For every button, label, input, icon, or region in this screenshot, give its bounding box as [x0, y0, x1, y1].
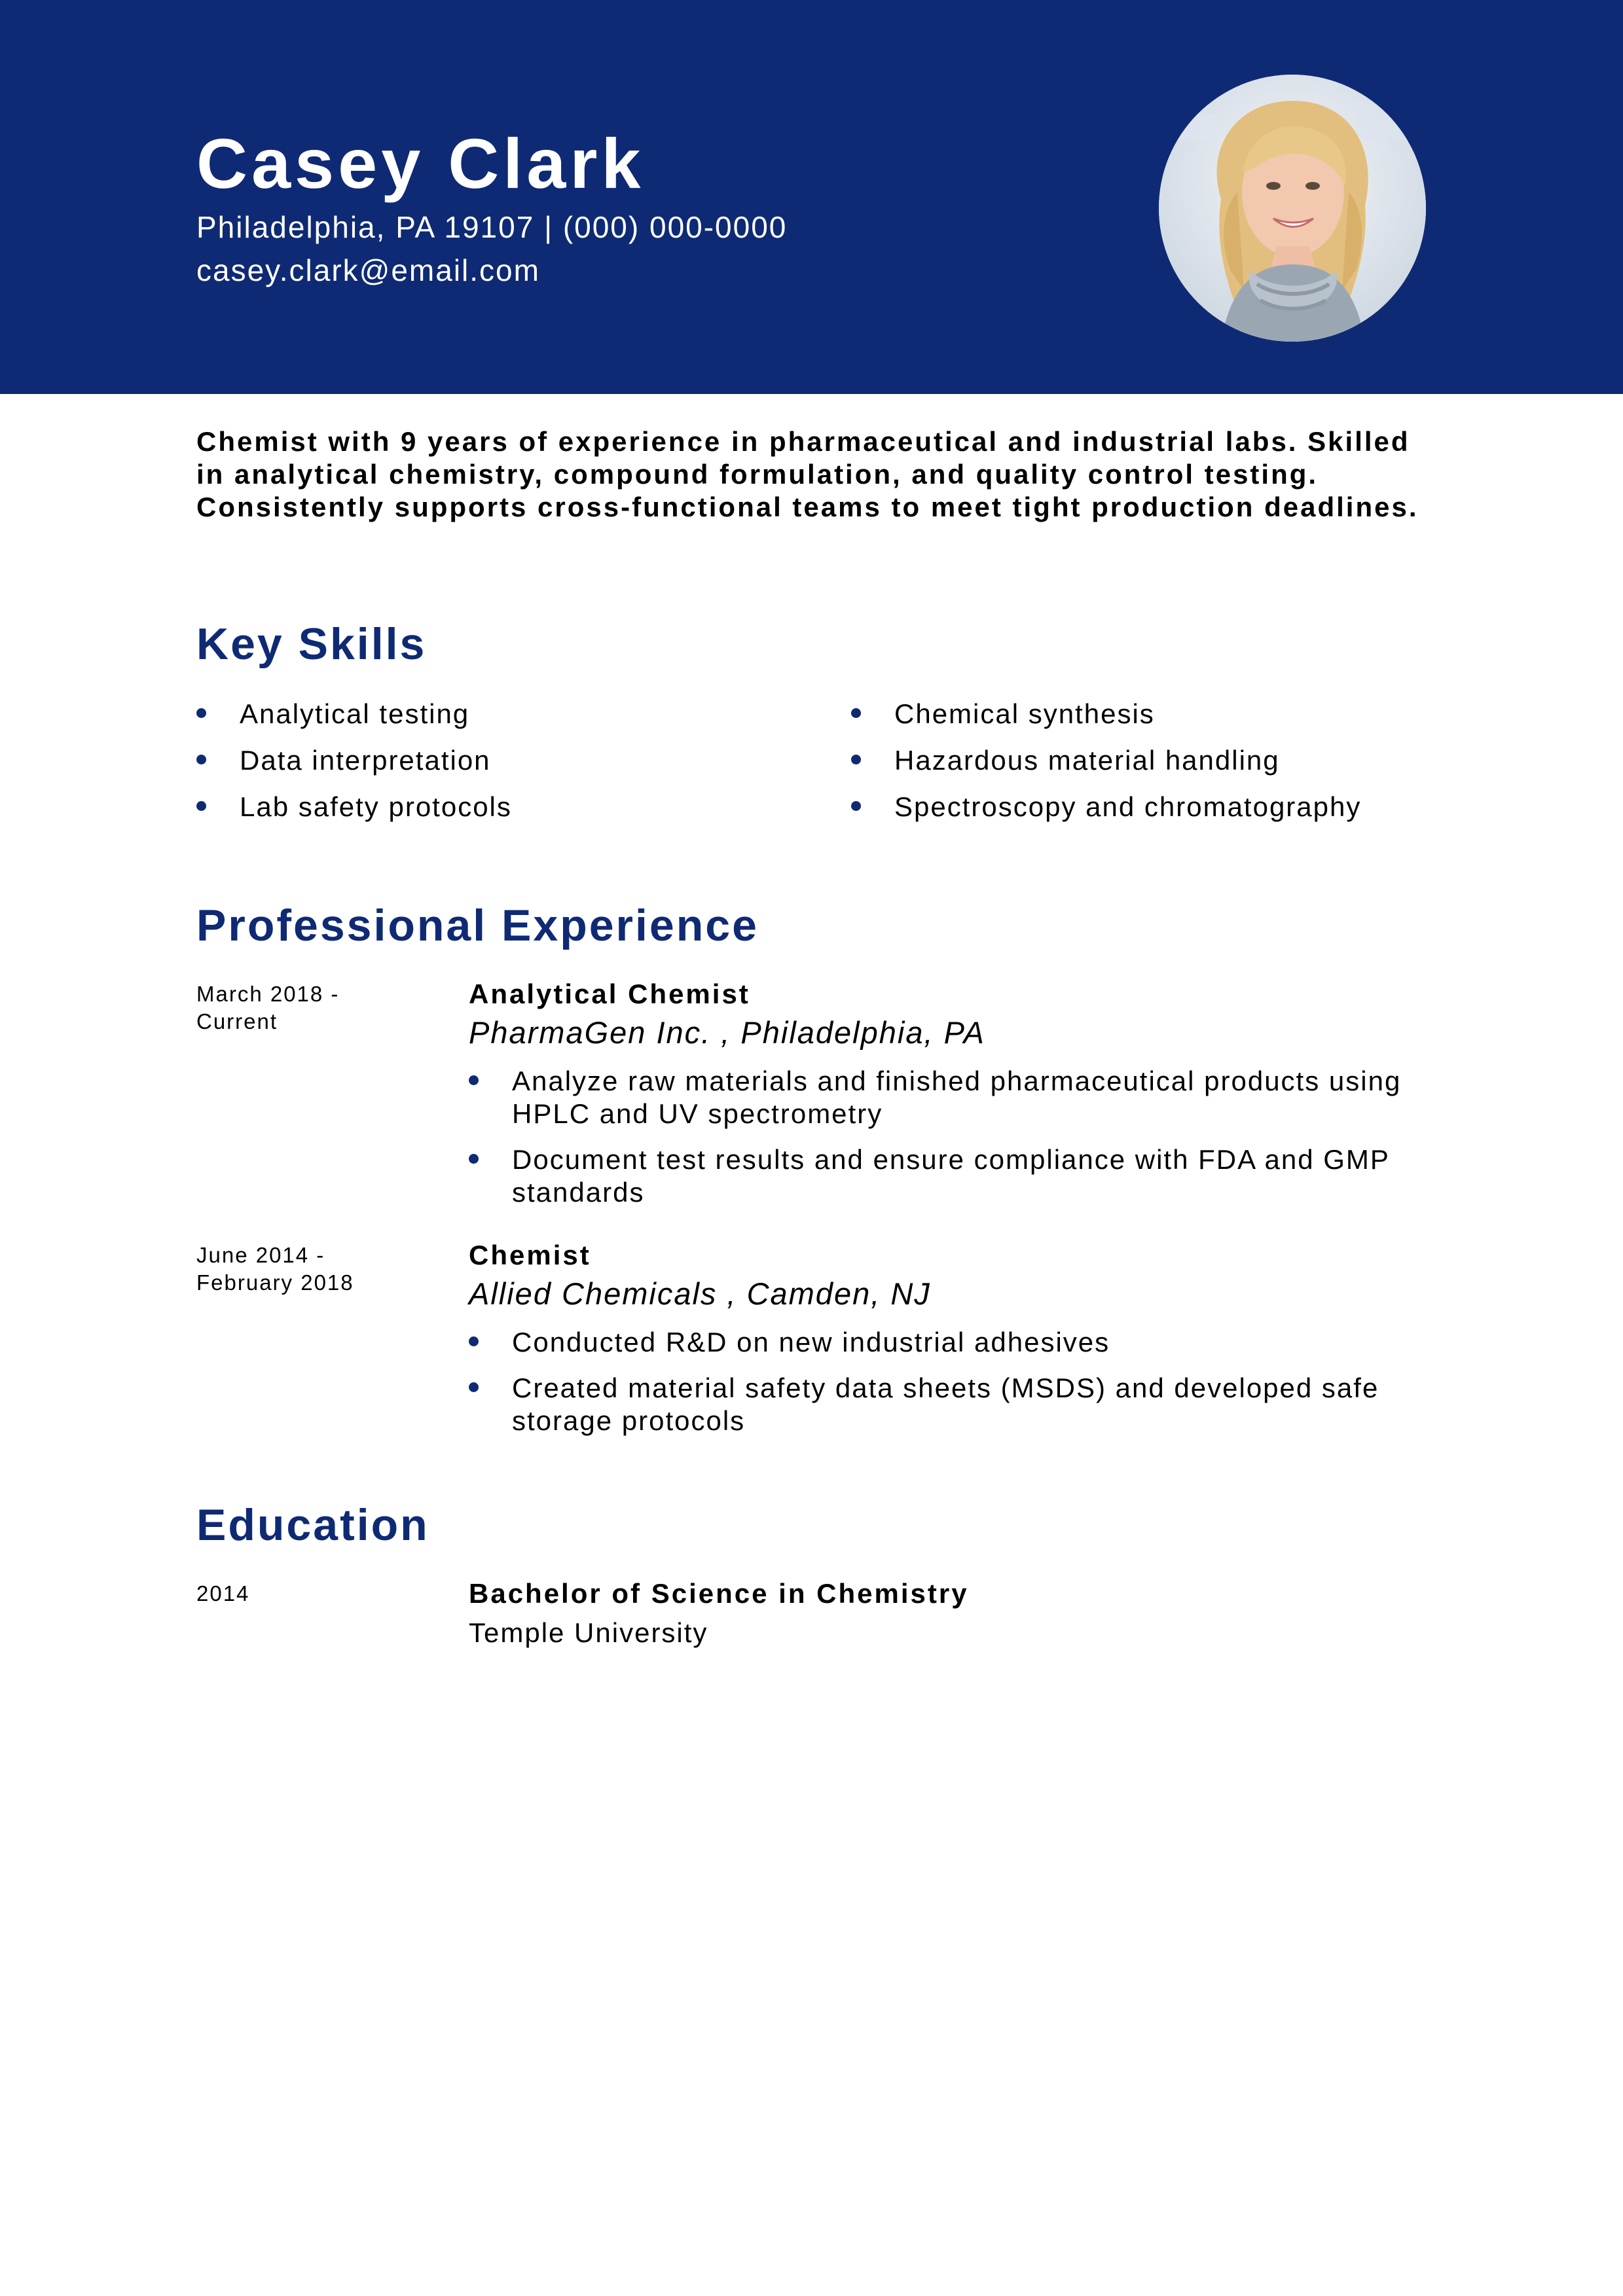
job-bullet-item [469, 1326, 1438, 1359]
job-bullet-item [469, 1372, 1438, 1437]
job-title: Chemist [469, 1240, 591, 1270]
skill-item [196, 791, 512, 837]
job-bullet-text: Analyze raw materials and finished pharmaceutical products using HPLC and UV spectrometry [512, 1066, 1402, 1129]
skill-label: Hazardous material handling [894, 745, 1280, 776]
contact-email: casey.clark@email.com [196, 253, 540, 287]
job-date-start: March 2018 - [196, 982, 340, 1006]
bullet-icon [851, 708, 861, 718]
job-bullet-text: Document test results and ensure compliance with FDA and GMP standards [512, 1144, 1390, 1208]
job-bullets [469, 1326, 1438, 1450]
job-title: Analytical Chemist [469, 978, 750, 1009]
profile-photo-illustration [1159, 75, 1426, 342]
bullet-icon [851, 801, 861, 811]
job-date-end: Current [196, 1009, 278, 1033]
job-bullet-item [469, 1065, 1438, 1130]
job-dates [196, 980, 419, 1035]
job-date-start: June 2014 - [196, 1243, 325, 1267]
bullet-icon [851, 755, 861, 764]
bullet-icon [469, 1154, 479, 1164]
job-bullet-text: Created material safety data sheets (MSDS) and developed safe storage protocols [512, 1372, 1379, 1436]
profile-photo [1159, 75, 1426, 342]
header-banner [0, 0, 1623, 394]
section-title-professional-experience: Professional Experience [196, 901, 759, 950]
bullet-icon [196, 755, 206, 764]
bullet-icon [469, 1075, 479, 1085]
skill-item [851, 791, 1361, 837]
bullet-icon [196, 708, 206, 718]
skill-item [851, 698, 1361, 744]
section-title-key-skills: Key Skills [196, 619, 427, 669]
candidate-name: Casey Clark [196, 124, 645, 203]
section-title-education: Education [196, 1500, 429, 1550]
education-degree: Bachelor of Science in Chemistry [469, 1578, 969, 1609]
job-bullets [469, 1065, 1438, 1222]
job-bullet-text: Conducted R&D on new industrial adhesives [512, 1327, 1110, 1357]
skill-label: Analytical testing [240, 698, 470, 729]
education-school: Temple University [469, 1617, 708, 1648]
skill-label: Data interpretation [240, 745, 491, 776]
skills-list-right [851, 698, 1361, 837]
skill-item [851, 744, 1361, 791]
skill-item [196, 698, 512, 744]
skills-list-left [196, 698, 512, 837]
skill-label: Chemical synthesis [894, 698, 1155, 729]
job-dates [196, 1242, 419, 1297]
bullet-icon [469, 1382, 479, 1392]
bullet-icon [196, 801, 206, 811]
professional-summary: Chemist with 9 years of experience in pharmaceutical and industrial labs. Skilled in analytical chemistry, compound formulation, and quality control testing. Consistently supports cross-functional teams to meet tight production deadlines. [196, 426, 1419, 522]
contact-location-phone: Philadelphia, PA 19107 | (000) 000-0000 [196, 210, 788, 244]
bullet-icon [469, 1336, 479, 1346]
skill-label: Lab safety protocols [240, 791, 512, 822]
skill-item [196, 744, 512, 791]
education-year: 2014 [196, 1581, 250, 1605]
job-bullet-item [469, 1143, 1438, 1209]
skill-label: Spectroscopy and chromatography [894, 791, 1362, 822]
job-company: Allied Chemicals , Camden, NJ [469, 1276, 931, 1311]
job-company: PharmaGen Inc. , Philadelphia, PA [469, 1015, 985, 1050]
job-date-end: February 2018 [196, 1270, 354, 1295]
